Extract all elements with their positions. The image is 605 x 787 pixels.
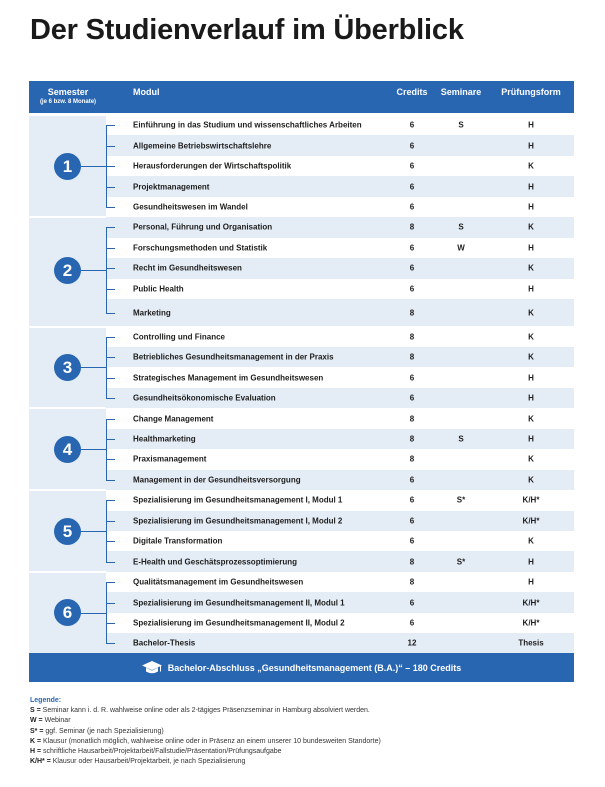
legend-text: ggf. Seminar (je nach Spezialisierung) — [45, 727, 164, 735]
legend-title: Legende: — [30, 697, 62, 704]
semester-connector-tick — [106, 337, 115, 338]
seminar-cell: S — [458, 434, 464, 444]
exam-type-cell: K — [528, 475, 534, 485]
table-row — [106, 490, 574, 510]
module-name: Marketing — [133, 308, 171, 318]
semester-connector-tick — [106, 268, 115, 269]
credits-cell: 6 — [409, 536, 415, 546]
exam-type-cell: Thesis — [518, 638, 544, 648]
table-row — [106, 408, 574, 428]
legend-item — [30, 727, 381, 737]
credits-cell: 8 — [409, 557, 415, 567]
table-row — [106, 217, 574, 237]
semester-connector — [106, 500, 107, 561]
header-semester-label: Semester — [47, 87, 89, 97]
module-name: Qualitätsmanagement im Gesundheitswesen — [133, 577, 304, 587]
module-name: Management in der Gesundheitsversorgung — [133, 475, 301, 485]
table-row — [106, 347, 574, 367]
legend-key: S — [30, 707, 35, 715]
table-row — [106, 613, 574, 633]
credits-cell: 6 — [409, 243, 415, 253]
exam-type-cell: H — [528, 373, 534, 383]
semester-number-badge: 3 — [54, 354, 81, 381]
credits-cell: 6 — [409, 120, 415, 130]
header-semester — [29, 87, 107, 107]
module-name: Strategisches Management im Gesundheitswesen — [133, 373, 324, 383]
module-name: Allgemeine Betriebswirtschaftslehre — [133, 141, 272, 151]
exam-type-cell: K — [528, 263, 534, 273]
legend-key: H — [30, 748, 36, 756]
legend-separator: = — [34, 707, 43, 715]
legend-item — [30, 757, 381, 767]
legend-text: schriftliche Hausarbeit/Projektarbeit/Fallstudie/Präsentation/Prüfungsaufgabe — [43, 748, 282, 756]
table-row — [106, 279, 574, 299]
legend-item — [30, 716, 381, 726]
legend-text: Seminar kann i. d. R. wahlweise online oder als 2-tägiges Präsenzseminar in Hamburg absolviert werden. — [42, 707, 370, 715]
header-modul: Modul — [133, 87, 160, 97]
credits-cell: 6 — [409, 516, 415, 526]
module-name: Praxismanagement — [133, 454, 207, 464]
semester-connector-tick — [106, 562, 115, 563]
exam-type-cell: H — [528, 202, 534, 212]
module-name: Spezialisierung im Gesundheitsmanagement I, Modul 1 — [133, 495, 343, 505]
module-name: Spezialisierung im Gesundheitsmanagement II, Modul 1 — [133, 598, 345, 608]
module-name: Controlling und Finance — [133, 332, 225, 342]
semester-connector-tick — [106, 166, 115, 167]
legend-key: W — [30, 717, 37, 725]
exam-type-cell: K — [528, 414, 534, 424]
module-name: Einführung in das Studium und wissenschaftliches Arbeiten — [133, 120, 362, 130]
legend-key: K/H* — [30, 758, 45, 766]
exam-type-cell: K/H* — [522, 618, 540, 628]
semester-connector-tick — [106, 541, 115, 542]
semester-connector-tick — [106, 603, 115, 604]
table-row — [106, 115, 574, 135]
module-name: Betriebliches Gesundheitsmanagement in der Praxis — [133, 352, 334, 362]
semester-connector-tick — [106, 313, 115, 314]
table-row — [106, 367, 574, 387]
table-row — [106, 551, 574, 571]
module-name: Change Management — [133, 414, 214, 424]
table-row — [106, 388, 574, 408]
seminar-cell: S — [458, 120, 464, 130]
exam-type-cell: H — [528, 577, 534, 587]
legend-items — [30, 706, 381, 767]
credits-cell: 6 — [409, 202, 415, 212]
exam-type-cell: H — [528, 120, 534, 130]
semester-connector-stem — [80, 166, 106, 167]
table-row — [106, 592, 574, 612]
semester-number-badge: 2 — [54, 257, 81, 284]
seminar-cell: S* — [456, 557, 466, 567]
legend-separator: = — [35, 748, 44, 756]
exam-type-cell: H — [528, 557, 534, 567]
semester-connector-stem — [80, 531, 106, 532]
semester-connector-stem — [80, 449, 106, 450]
semester-connector-tick — [106, 227, 115, 228]
credits-cell: 8 — [409, 577, 415, 587]
semester-number-badge: 4 — [54, 436, 81, 463]
table-row — [106, 197, 574, 217]
semester-connector-stem — [80, 613, 106, 614]
exam-type-cell: K — [528, 161, 534, 171]
seminar-cell: S* — [456, 495, 466, 505]
credits-cell: 8 — [409, 352, 415, 362]
legend-item — [30, 706, 381, 716]
semester-connector-tick — [106, 207, 115, 208]
table-row — [106, 449, 574, 469]
credits-cell: 12 — [407, 638, 417, 648]
module-name: Projektmanagement — [133, 182, 210, 192]
semester-connector-tick — [106, 187, 115, 188]
credits-cell: 6 — [409, 263, 415, 273]
seminar-cell: W — [457, 243, 465, 253]
header-pruefungsform: Prüfungsform — [501, 87, 561, 97]
header-semester-sub: (je 6 bzw. 8 Monate) — [39, 99, 97, 105]
exam-type-cell: K/H* — [522, 495, 540, 505]
module-name: Forschungsmethoden und Statistik — [133, 243, 268, 253]
exam-type-cell: K/H* — [522, 516, 540, 526]
module-name: Healthmarketing — [133, 434, 196, 444]
header-credits: Credits — [396, 87, 428, 97]
legend-text: Klausur oder Hausarbeit/Projektarbeit, je nach Spezialisierung — [52, 758, 246, 766]
semester-connector-tick — [106, 289, 115, 290]
credits-cell: 6 — [409, 182, 415, 192]
header-seminare: Seminare — [440, 87, 482, 97]
credits-cell: 8 — [409, 414, 415, 424]
credits-cell: 6 — [409, 141, 415, 151]
semester-connector-tick — [106, 146, 115, 147]
exam-type-cell: K — [528, 352, 534, 362]
exam-type-cell: H — [528, 434, 534, 444]
exam-type-cell: K — [528, 536, 534, 546]
exam-type-cell: H — [528, 284, 534, 294]
legend-key: S* — [30, 727, 38, 735]
table-row — [106, 470, 574, 490]
module-name: Spezialisierung im Gesundheitsmanagement II, Modul 2 — [133, 618, 345, 628]
semester-connector — [106, 227, 107, 312]
credits-cell: 6 — [409, 161, 415, 171]
credits-cell: 6 — [409, 475, 415, 485]
semester-connector-tick — [106, 248, 115, 249]
credits-cell: 6 — [409, 598, 415, 608]
module-name: Spezialisierung im Gesundheitsmanagement I, Modul 2 — [133, 516, 343, 526]
module-name: Public Health — [133, 284, 184, 294]
table-row — [106, 429, 574, 449]
legend-separator: = — [37, 727, 46, 735]
seminar-cell: S — [458, 222, 464, 232]
semester-connector-tick — [106, 643, 115, 644]
semester-connector-tick — [106, 398, 115, 399]
table-row — [106, 176, 574, 196]
semester-connector-tick — [106, 623, 115, 624]
degree-banner-text: Bachelor-Abschluss „Gesundheitsmanagement (B.A.)“ – 180 Credits — [167, 662, 462, 673]
table-row — [106, 531, 574, 551]
semester-connector — [106, 582, 107, 643]
legend — [30, 696, 381, 767]
page-title: Der Studienverlauf im Überblick — [30, 14, 464, 46]
legend-text: Webinar — [44, 717, 71, 725]
semester-connector-tick — [106, 125, 115, 126]
legend-separator: = — [44, 758, 53, 766]
semester-connector-stem — [80, 270, 106, 271]
credits-cell: 6 — [409, 495, 415, 505]
semester-connector-tick — [106, 500, 115, 501]
module-name: Digitale Transformation — [133, 536, 223, 546]
credits-cell: 8 — [409, 308, 415, 318]
legend-separator: = — [36, 717, 45, 725]
legend-separator: = — [35, 737, 44, 745]
module-name: Recht im Gesundheitswesen — [133, 263, 242, 273]
exam-type-cell: H — [528, 182, 534, 192]
semester-connector-tick — [106, 419, 115, 420]
credits-cell: 8 — [409, 332, 415, 342]
legend-item — [30, 747, 381, 757]
exam-type-cell: K — [528, 308, 534, 318]
credits-cell: 8 — [409, 434, 415, 444]
table-row — [106, 238, 574, 258]
exam-type-cell: K — [528, 222, 534, 232]
semester-connector — [106, 419, 107, 480]
table-row — [106, 572, 574, 592]
legend-item — [30, 737, 381, 747]
table-row — [106, 511, 574, 531]
exam-type-cell: H — [528, 393, 534, 403]
semester-connector-tick — [106, 378, 115, 379]
credits-cell: 6 — [409, 373, 415, 383]
semester-connector-tick — [106, 357, 115, 358]
semester-number-badge: 5 — [54, 518, 81, 545]
module-name: Personal, Führung und Organisation — [133, 222, 273, 232]
module-name: Herausforderungen der Wirtschaftspolitik — [133, 161, 292, 171]
semester-connector — [106, 337, 107, 398]
credits-cell: 8 — [409, 222, 415, 232]
table-row — [106, 258, 574, 278]
module-name: Gesundheitsökonomische Evaluation — [133, 393, 276, 403]
semester-number-badge: 1 — [54, 153, 81, 180]
table-row — [106, 156, 574, 176]
semester-number-badge: 6 — [54, 599, 81, 626]
table-row — [106, 299, 574, 326]
exam-type-cell: H — [528, 141, 534, 151]
credits-cell: 8 — [409, 454, 415, 464]
table-header — [29, 81, 574, 113]
legend-text: Klausur (monatlich möglich, wahlweise online oder in Präsenz an einem unserer 10 bundesweiten Standorte) — [43, 737, 381, 745]
table-row — [106, 327, 574, 347]
credits-cell: 6 — [409, 618, 415, 628]
module-name: Bachelor-Thesis — [133, 638, 196, 648]
semester-connector-stem — [80, 367, 106, 368]
degree-banner — [29, 653, 574, 682]
credits-cell: 6 — [409, 393, 415, 403]
module-name: Gesundheitswesen im Wandel — [133, 202, 248, 212]
table-row — [106, 633, 574, 653]
graduation-cap-icon — [142, 661, 162, 675]
exam-type-cell: K — [528, 332, 534, 342]
exam-type-cell: H — [528, 243, 534, 253]
exam-type-cell: K/H* — [522, 598, 540, 608]
semester-connector-tick — [106, 480, 115, 481]
module-name: E-Health und Geschätsprozessoptimierung — [133, 557, 298, 567]
semester-connector-tick — [106, 521, 115, 522]
semester-connector-tick — [106, 459, 115, 460]
legend-key: K — [30, 737, 36, 745]
semester-connector-tick — [106, 582, 115, 583]
credits-cell: 6 — [409, 284, 415, 294]
semester-connector-tick — [106, 439, 115, 440]
table-row — [106, 135, 574, 155]
exam-type-cell: K — [528, 454, 534, 464]
